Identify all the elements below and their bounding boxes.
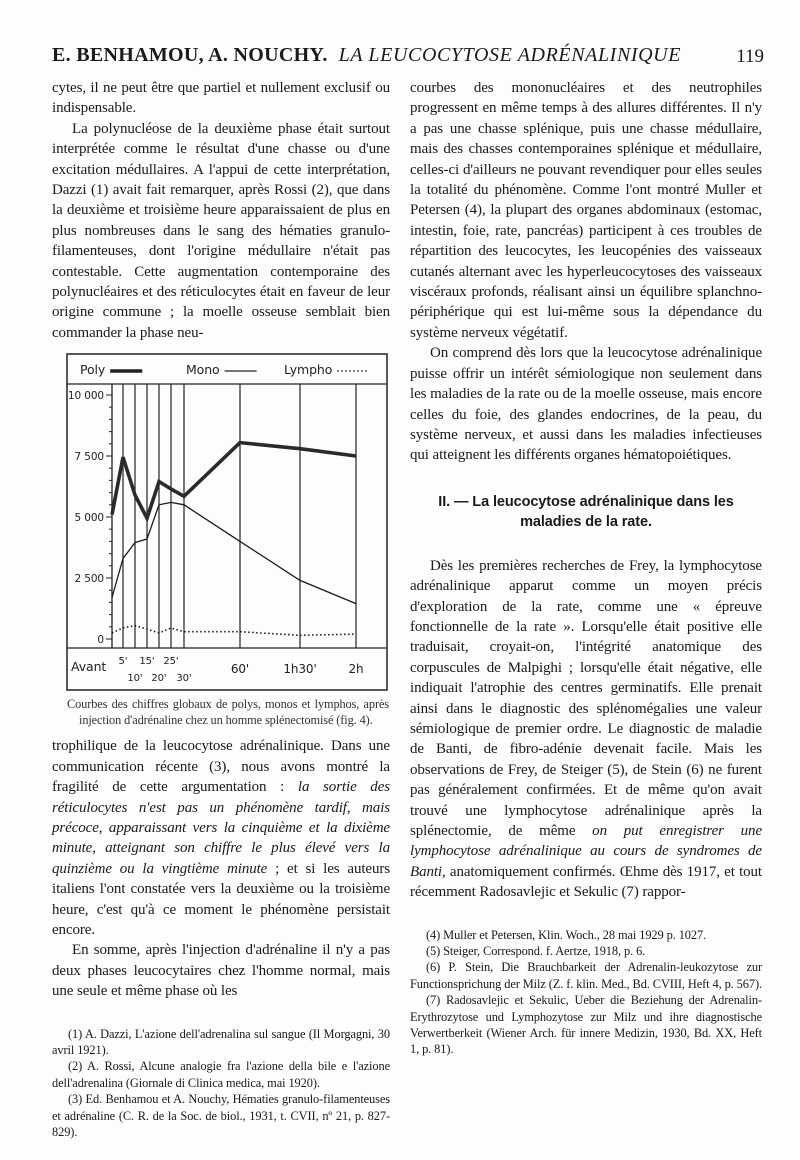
section-heading: II. — La leucocytose adrénalinique dans les maladies de la rate. bbox=[410, 492, 762, 532]
x-tick-label: 60' bbox=[231, 662, 249, 676]
series-line-poly bbox=[112, 443, 356, 519]
paragraph: On comprend dès lors que la leucocytose adrénalinique puisse offrir un intérêt sémiologique non seulement dans les maladies de la rate ou de la moelle osseuse, mais encore celles du foie, des glandes endocrines, de la peau, du système nerveux, et aussi dans les maladies infectieuses qui atteignent les différents organes hématopoiétiques. bbox=[410, 343, 762, 465]
x-label-avant: Avant bbox=[71, 659, 106, 674]
header-authors: E. BENHAMOU, A. NOUCHY. bbox=[52, 44, 328, 66]
running-header bbox=[52, 0, 764, 78]
x-tick-label: 25' bbox=[163, 656, 178, 667]
footnote: (4) Muller et Petersen, Klin. Woch., 28 mai 1929 p. 1027. bbox=[410, 927, 762, 943]
italic-text: on put enregistrer une lymphocytose adrénalinique au cours de syndromes de Banti bbox=[410, 823, 762, 880]
footnote: (6) P. Stein, Die Brauchbarkeit der Adrenalin-leukozytose zur Functionsprichung der Milz (Z. f. klin. Med., Bd. CVIII, Heft 4, p. 567). bbox=[410, 959, 762, 992]
paragraph bbox=[52, 736, 390, 940]
page-number: 119 bbox=[736, 46, 764, 68]
x-tick-label: 10' bbox=[127, 673, 142, 684]
y-tick-label: 7 500 bbox=[74, 451, 104, 463]
legend-label-lympho: Lympho bbox=[284, 362, 332, 377]
y-tick-label: 10 000 bbox=[68, 390, 104, 402]
x-tick-label: 1h30' bbox=[283, 662, 316, 676]
series-line-lympho bbox=[112, 626, 356, 636]
text-columns bbox=[0, 78, 800, 1160]
figure-chart bbox=[66, 353, 390, 693]
paragraph: En somme, après l'injection d'adrénaline il n'y a pas deux phases leucocytaires chez l'homme normal, mais une seule et même phase où les bbox=[52, 940, 390, 1001]
footnotes-right bbox=[410, 927, 762, 1058]
footnotes-left bbox=[52, 1026, 390, 1141]
text: , anatomiquement confirmés. Œhme dès 1917, et tout récemment Radosavlejic et Sekulic (7) rappor- bbox=[410, 864, 762, 900]
text: ; et si les auteurs italiens l'ont constatée vers la deuxième ou la troisième heure, c'est qu'à ce moment le phénomène persistait encore. bbox=[52, 861, 390, 938]
y-tick-label: 5 000 bbox=[74, 512, 104, 524]
chart-frame bbox=[67, 354, 387, 690]
figure-caption: Courbes des chiffres globaux de polys, monos et lymphos, après injection d'adrénaline chez un homme splénectomisé (fig. 4). bbox=[67, 697, 389, 728]
footnote: (1) A. Dazzi, L'azione dell'adrenalina sul sangue (Il Morgagni, 30 avril 1921). bbox=[52, 1026, 390, 1059]
legend-label-poly: Poly bbox=[80, 362, 106, 377]
text: trophilique de la leucocytose adrénalinique. Dans une communication récente (3), nous avons montré la fragilité de cette argumentation : bbox=[52, 738, 390, 795]
paragraph: La polynucléose de la deuxième phase était surtout interprétée comme le résultat d'une chasse ou d'une excitation médullaires. A l'appui de cette interprétation, Dazzi (1) avait fait remarquer, après Rossi (2), que dans la deuxième et troisième heure apparaissaient de plus en plus nombreuses dans le sang des hématies granulo-filamenteuses, dont l'origine médullaire n'était pas contestable. Cette augmentation contemporaine des polynucléaires et des réticulocytes était en faveur de leur origine commune ; la moelle osseuse semblait bien commander la phase neu- bbox=[52, 119, 390, 343]
legend-label-mono: Mono bbox=[186, 362, 220, 377]
paragraph: cytes, il ne peut être que partiel et nullement exclusif ou indispensable. bbox=[52, 78, 390, 119]
footnote: (7) Radosavlejic et Sekulic, Ueber die Beziehung der Adrenalin-Erythrozytose und Lymphozytose zur Milz und ihre diagnostische Verwertberkeit (Wiener Arch. für innere Medizin, 1930, Bd. XX, Heft 1, p. 81). bbox=[410, 992, 762, 1058]
x-tick-label: 15' bbox=[139, 656, 154, 667]
chart-svg bbox=[66, 353, 390, 693]
paragraph bbox=[410, 556, 762, 903]
header-title: LA LEUCOCYTOSE ADRÉNALINIQUE bbox=[339, 44, 681, 66]
x-tick-label: 20' bbox=[151, 673, 166, 684]
y-tick-label: 0 bbox=[97, 634, 104, 646]
text: Dès les premières recherches de Frey, la lymphocytose adrénalinique apparut comme un moyen précis d'exploration de la rate, comme une « épreuve fonctionnelle de la rate ». Lorsqu'elle était positive elle traduisait, croyait-on, l'intégrité anatomique des corpuscules de Malpighi ; lorsqu'elle était négative, elle indiquait l'atrophie des centres germinatifs. Elle prenait ainsi dans le diagnostic des splénomégalies une valeur sémiologique de premier ordre. Le diagnostic de maladie de Banti, de fibro-adénie devenait facile. Mais les observations de Frey, de Steiger (5), de Stein (6) ne furent pas généralement confirmées. Et de même qu'on avait trouvé une lymphocytose adrénalinique après la splénectomie, de même bbox=[410, 558, 762, 839]
left-column bbox=[52, 78, 390, 1140]
right-column bbox=[410, 78, 762, 1058]
paragraph: courbes des mononucléaires et des neutrophiles progressent en même temps à des allures différentes. Il n'y a pas une chasse splénique, puis une chasse médullaire, mais des chasses contemporaines splénique et médullaire, celles-ci d'ailleurs ne pouvant revendiquer pour elles seules la totalité du phénomène. Comme l'ont montré Muller et Petersen (4), la plupart des organes abdominaux (estomac, intestin, foie, rate, pancréas) participent à ces troubles de répartition des leucocytes, les leucopénies des vaisseaux cutanés alternant avec les hyperleucocytoses des vaisseaux viscéraux profonds, réalisant ainsi un équilibre splanchno-périphérique qui est lui-même sous la dépendance du système nerveux végétatif. bbox=[410, 78, 762, 343]
x-tick-label: 2h bbox=[348, 662, 363, 676]
footnote: (3) Ed. Benhamou et A. Nouchy, Hématies granulo-filamenteuses et adrénaline (C. R. de la Soc. de biol., 1931, t. CVII, nº 21, p. 827-829). bbox=[52, 1091, 390, 1140]
x-tick-label: 30' bbox=[176, 673, 191, 684]
y-tick-label: 2 500 bbox=[74, 573, 104, 585]
x-tick-label: 5' bbox=[119, 656, 128, 667]
italic-text: la sortie des réticulocytes n'est pas un phénomène tardif, mais précoce, apparaissant vers la cinquième et la dixième minute, atteignant son chiffre le plus élevé vers la quinzième ou la vingtième minute bbox=[52, 779, 390, 877]
footnote: (5) Steiger, Correspond. f. Aertze, 1918, p. 6. bbox=[410, 943, 762, 959]
footnote: (2) A. Rossi, Alcune analogie fra l'azione della bile e l'azione dell'adrenalina (Giornale di Clinica medica, mai 1920). bbox=[52, 1058, 390, 1091]
